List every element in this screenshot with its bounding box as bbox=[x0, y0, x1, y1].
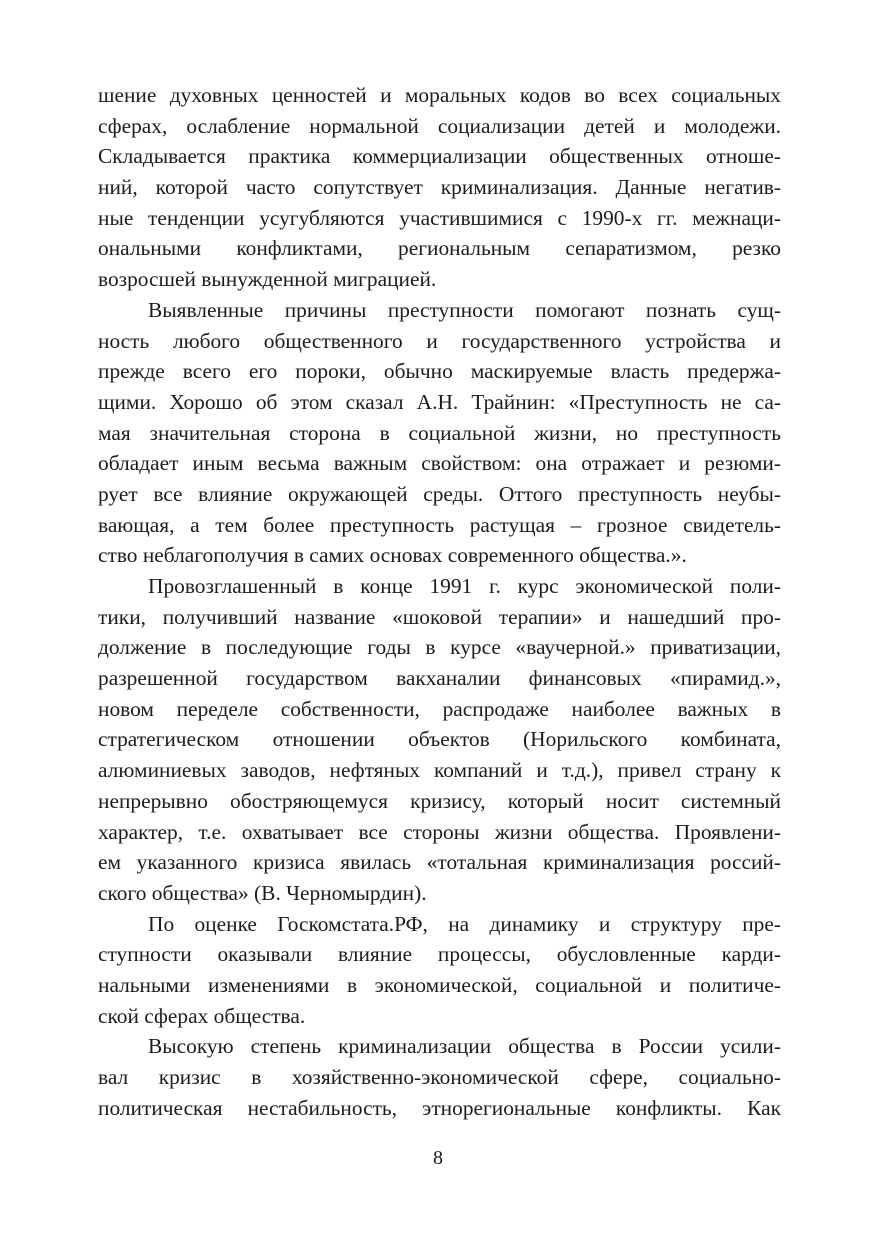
text-line: непрерывно обостряющемуся кризису, который носит системный bbox=[98, 788, 781, 813]
text-line: ство неблагополучия в самих основах современного общества.». bbox=[98, 543, 687, 568]
text-line: политическая нестабильность, этнорегиональные конфликты. Как bbox=[98, 1095, 781, 1120]
text-line: рует все влияние окружающей среды. Оттого преступность неубы- bbox=[98, 481, 781, 506]
text-line: вающая, а тем более преступность растущая – грозное свидетель- bbox=[98, 512, 781, 537]
text-line: Складывается практика коммерциализации общественных отноше- bbox=[98, 144, 781, 169]
paragraph bbox=[98, 909, 781, 1032]
text-line: обладает иным весьма важным свойством: она отражает и резюми- bbox=[98, 451, 781, 476]
paragraph bbox=[98, 1031, 781, 1123]
text-line: ные тенденции усугубляются участившимися с 1990-х гг. межнаци- bbox=[98, 205, 781, 230]
text-line: вал кризис в хозяйственно-экономической сфере, социально- bbox=[98, 1065, 781, 1089]
page-number: 8 bbox=[433, 1147, 443, 1169]
text-line: разрешенной государством вакханалии финансовых «пирамид.», bbox=[98, 666, 781, 691]
text-line: ность любого общественного и государственного устройства и bbox=[98, 328, 781, 353]
text-line: возросшей вынужденной миграцией. bbox=[98, 267, 437, 292]
text-line: стратегическом отношении объектов (Норильского комбината, bbox=[98, 727, 781, 752]
text-line: ступности оказывали влияние процессы, обусловленные карди- bbox=[98, 942, 781, 967]
paragraph bbox=[98, 571, 781, 909]
text-line: щими. Хорошо об этом сказал А.Н. Трайнин: «Преступность не са- bbox=[98, 389, 781, 414]
text-line: алюминиевых заводов, нефтяных компаний и т.д.), привел страну к bbox=[98, 758, 781, 783]
text-line: ского общества» (В. Черномырдин). bbox=[98, 880, 427, 905]
text-line: прежде всего его пороки, обычно маскируемые власть предержа- bbox=[98, 359, 781, 384]
text-line: тики, получивший название «шоковой терапии» и нашедший про- bbox=[98, 604, 781, 629]
text-line: Выявленные причины преступности помогают познать сущ- bbox=[148, 297, 781, 322]
paragraph bbox=[98, 295, 781, 571]
text-line: новом переделе собственности, распродаже наиболее важных в bbox=[98, 696, 781, 721]
body-text bbox=[98, 80, 781, 1123]
paragraph bbox=[98, 80, 781, 295]
text-line: мая значительная сторона в социальной жизни, но преступность bbox=[98, 420, 781, 445]
text-line: Высокую степень криминализации общества в России усили- bbox=[148, 1034, 781, 1059]
text-line: должение в последующие годы в курсе «ваучерной.» приватизации, bbox=[98, 635, 781, 660]
text-line: ний, которой часто сопутствует криминализация. Данные негатив- bbox=[98, 175, 781, 200]
text-line: нальными изменениями в экономической, социальной и политиче- bbox=[98, 972, 781, 997]
text-line: сферах, ослабление нормальной социализации детей и молодежи. bbox=[98, 113, 781, 138]
text-line: ской сферах общества. bbox=[98, 1003, 306, 1028]
text-line: шение духовных ценностей и моральных кодов во всех социальных bbox=[98, 83, 781, 107]
text-line: ем указанного кризиса явилась «тотальная криминализация россий- bbox=[98, 850, 781, 875]
text-line: Провозглашенный в конце 1991 г. курс экономической поли- bbox=[148, 574, 781, 598]
text-line: характер, т.е. охватывает все стороны жизни общества. Проявлени- bbox=[98, 819, 781, 844]
text-line: ональными конфликтами, региональным сепаратизмом, резко bbox=[98, 236, 781, 261]
text-line: По оценке Госкомстата.РФ, на динамику и структуру пре- bbox=[148, 911, 781, 936]
